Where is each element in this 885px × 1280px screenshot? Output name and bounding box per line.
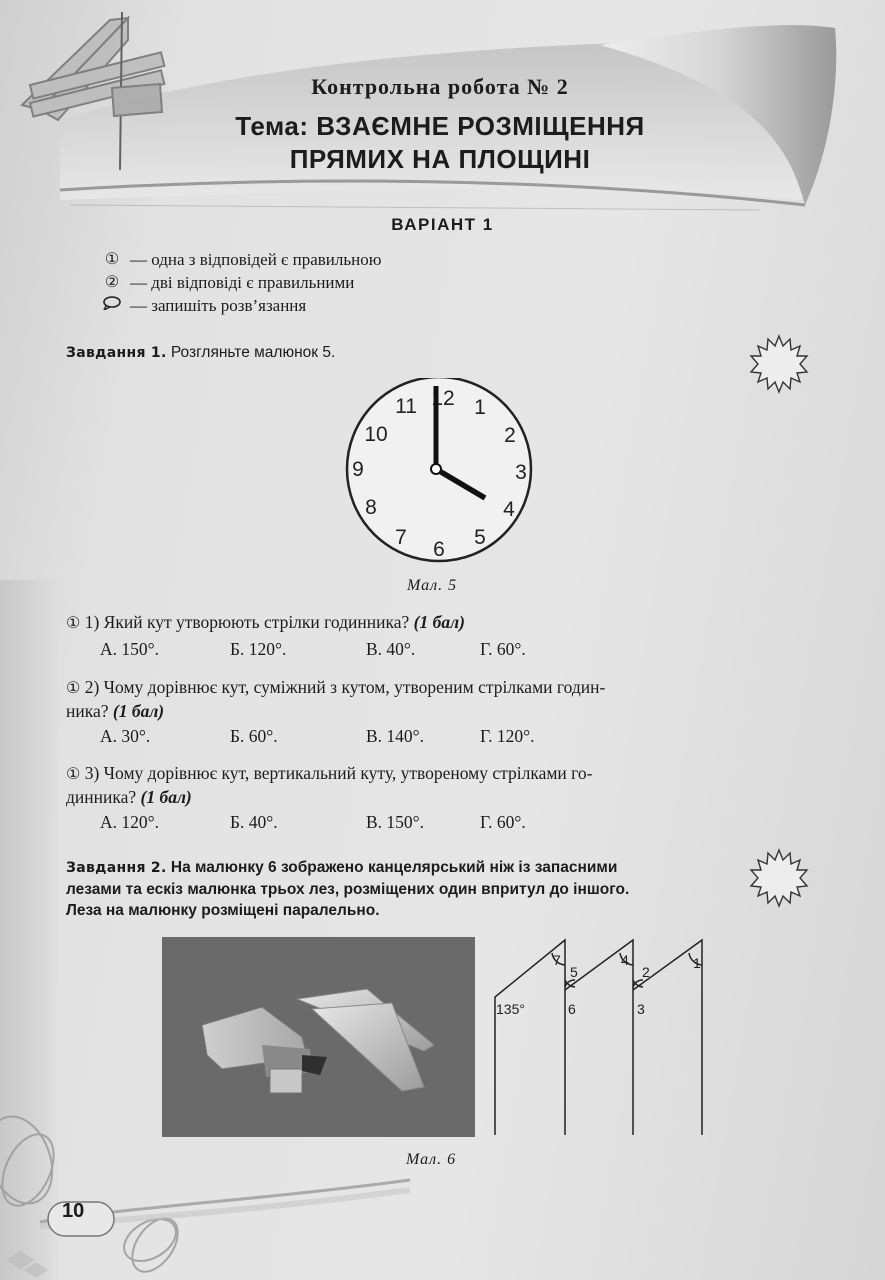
- clock-figure: [340, 378, 540, 578]
- answer-a: А. 30°.: [100, 726, 151, 746]
- clock-num-5: 5: [474, 526, 486, 549]
- question-2-points: (1 бал): [112, 701, 165, 721]
- label-6: 6: [568, 1001, 576, 1017]
- answer-c: В. 150°.: [366, 812, 425, 832]
- task-1-text: Розгляньте малюнок 5.: [170, 344, 336, 361]
- worksheet-subtitle: Контрольна робота № 2: [311, 74, 569, 99]
- answer-b: Б. 40°.: [230, 812, 278, 832]
- title-line-2: ПРЯМИХ НА ПЛОЩИНІ: [289, 144, 591, 174]
- label-3: 3: [637, 1001, 645, 1017]
- legend: [100, 248, 381, 317]
- clock-num-8: 8: [365, 496, 377, 519]
- worksheet-title: [160, 110, 720, 176]
- answer-c: В. 40°.: [366, 639, 416, 659]
- legend-text-one: — одна з відповідей є правильною: [130, 250, 382, 269]
- answer-b: Б. 60°.: [230, 726, 278, 746]
- clock-num-11: 11: [395, 395, 417, 418]
- legend-text-three: — запишіть розв’язання: [130, 296, 307, 315]
- one-correct-icon: ①: [104, 251, 120, 268]
- clock-center: [431, 464, 441, 474]
- label-2: 2: [642, 964, 650, 980]
- question-1-text: 1) Який кут утворюють стрілки годинника?: [84, 612, 410, 632]
- clock-num-7: 7: [395, 526, 407, 549]
- star-badge-icon: [748, 847, 810, 909]
- clock-num-9: 9: [352, 458, 364, 481]
- answer-d: Г. 60°.: [480, 812, 526, 832]
- clock-num-3: 3: [515, 461, 527, 484]
- task-2-line-3: Леза на малюнку розміщені паралельно.: [66, 902, 380, 919]
- task-2-heading: [66, 857, 756, 921]
- angle-135-label: 135°: [496, 1001, 525, 1017]
- task-1-heading: [66, 342, 335, 364]
- title-line-1: Тема: ВЗАЄМНЕ РОЗМІЩЕННЯ: [235, 111, 645, 141]
- one-correct-icon: ①: [66, 615, 81, 632]
- page-number: 10: [62, 1200, 85, 1222]
- label-7: 7: [553, 952, 561, 968]
- answer-d: Г. 60°.: [480, 639, 526, 659]
- clock-num-6: 6: [433, 538, 445, 561]
- legend-row-three: [100, 294, 381, 317]
- clock-num-4: 4: [503, 498, 515, 521]
- question-2-text: 2) Чому дорівнює кут, суміжний з кутом, утвореним стрілками годин-: [84, 677, 606, 697]
- write-solution-icon: [100, 294, 124, 317]
- task-2-line-1: На малюнку 6 зображено канцелярський ніж із запасними: [170, 859, 618, 876]
- legend-row-one: [100, 248, 381, 271]
- answer-b: Б. 120°.: [230, 639, 287, 659]
- answer-c: В. 140°.: [366, 726, 425, 746]
- clock-num-1: 1: [474, 396, 486, 419]
- question-3-text: 3) Чому дорівнює кут, вертикальний куту, утвореному стрілками го-: [84, 763, 593, 783]
- question-3-continuation: динника?: [66, 787, 137, 807]
- footer-ornament: [0, 1110, 420, 1280]
- two-correct-icon: ②: [104, 274, 120, 291]
- question-3-points: (1 бал): [140, 787, 192, 807]
- figure-5-caption: Мал. 5: [407, 577, 458, 594]
- clock-num-2: 2: [504, 424, 516, 447]
- knife-photo: [162, 937, 475, 1137]
- question-1: [66, 611, 806, 635]
- question-2-continuation: ника?: [66, 701, 109, 721]
- answer-a: А. 120°.: [100, 812, 160, 832]
- question-3: [66, 762, 806, 809]
- blades-sketch: [490, 935, 720, 1135]
- legend-text-two: — дві відповіді є правильними: [130, 273, 355, 292]
- figure-6-caption: Мал. 6: [406, 1151, 457, 1168]
- label-5: 5: [570, 964, 578, 980]
- question-1-points: (1 бал): [413, 612, 465, 632]
- answer-d: Г. 120°.: [480, 726, 535, 746]
- task-2-line-2: лезами та ескіз малюнка трьох лез, розміщених один впритул до іншого.: [66, 881, 630, 898]
- task-2-label: Завдання 2.: [66, 860, 167, 876]
- blade-1-outline: [495, 940, 565, 1135]
- clock-num-12: 12: [431, 387, 455, 410]
- label-4: 4: [621, 952, 629, 968]
- clock-num-10: 10: [364, 423, 388, 446]
- variant-heading: ВАРІАНТ 1: [391, 215, 494, 234]
- task-1-label: Завдання 1.: [66, 345, 167, 361]
- label-1: 1: [693, 955, 701, 971]
- legend-row-two: [100, 271, 381, 294]
- star-badge-icon: [748, 333, 810, 395]
- knife-picture: [162, 937, 475, 1137]
- one-correct-icon: ①: [66, 680, 81, 697]
- one-correct-icon: ①: [66, 766, 81, 783]
- answer-a: А. 150°.: [100, 639, 160, 659]
- question-2: [66, 676, 806, 723]
